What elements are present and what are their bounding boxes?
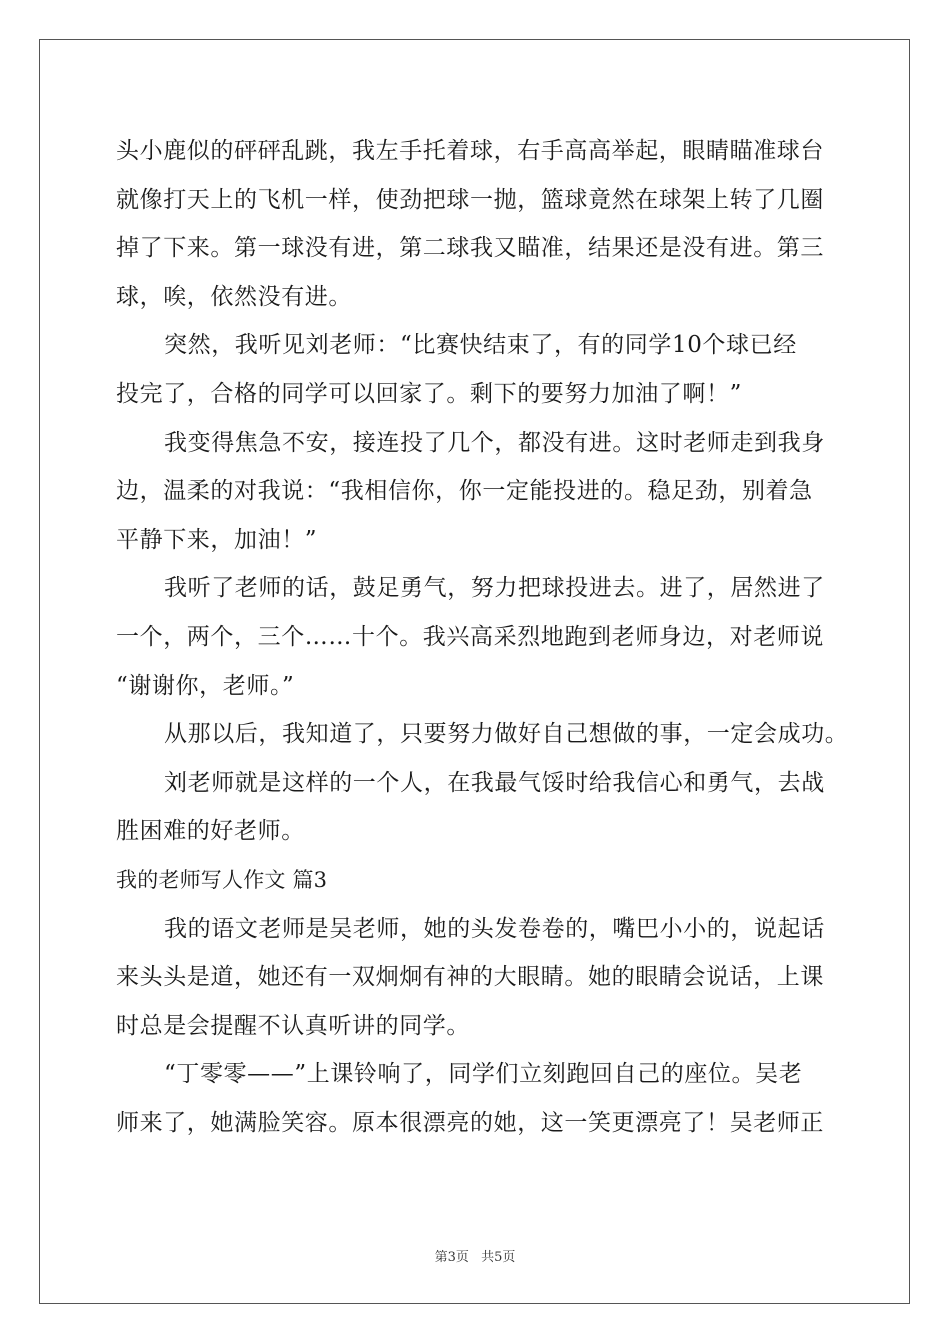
text-line: 平静下来，加油！” [116,526,318,553]
text-line: 我的语文老师是吴老师，她的头发卷卷的，嘴巴小小的，说起话 [164,915,825,942]
text-line: 来头头是道，她还有一双炯炯有神的大眼睛。她的眼睛会说话，上课 [116,964,824,991]
text-line: 师来了，她满脸笑容。原本很漂亮的她，这一笑更漂亮了！吴老师正 [116,1109,824,1136]
text-line: 突然，我听见刘老师：“比赛快结束了，有的同学10个球已经 [164,332,797,359]
text-line: 刘老师就是这样的一个人，在我最气馁时给我信心和勇气，去战 [164,769,825,796]
text-line: 球，唉，依然没有进。 [116,283,352,310]
text-line: “谢谢你，老师。” [116,672,295,699]
text-line: 我变得焦急不安，接连投了几个，都没有进。这时老师走到我身 [164,429,825,456]
text-line: 头小鹿似的砰砰乱跳，我左手托着球，右手高高举起，眼睛瞄准球台 [116,138,824,164]
document-body [116,127,851,1147]
text-line: 投完了，合格的同学可以回家了。剩下的要努力加油了啊！” [116,380,742,407]
text-line: 胜困难的好老师。 [116,818,305,845]
text-line: 我听了老师的话，鼓足勇气，努力把球投进去。进了，居然进了 [164,575,825,602]
page-number: 第3页 [434,1250,469,1265]
page-total: 共5页 [481,1250,516,1265]
text-line: “丁零零——”上课铃响了，同学们立刻跑回自己的座位。吴老 [164,1061,803,1088]
text-line: 一个，两个，三个……十个。我兴高采烈地跑到老师身边，对老师说 [116,623,824,650]
section-heading: 我的老师写人作文 篇3 [116,867,328,892]
text-line: 时总是会提醒不认真听讲的同学。 [116,1012,470,1039]
page-footer [0,1246,950,1265]
text-line: 边，温柔的对我说：“我相信你，你一定能投进的。稳足劲，别着急 [116,478,813,505]
text-line: 从那以后，我知道了，只要努力做好自己想做的事，一定会成功。 [164,721,849,748]
text-line: 掉了下来。第一球没有进，第二球我又瞄准，结果还是没有进。第三 [116,235,824,262]
text-line: 就像打天上的飞机一样，使劲把球一抛，篮球竟然在球架上转了几圈 [116,186,824,213]
